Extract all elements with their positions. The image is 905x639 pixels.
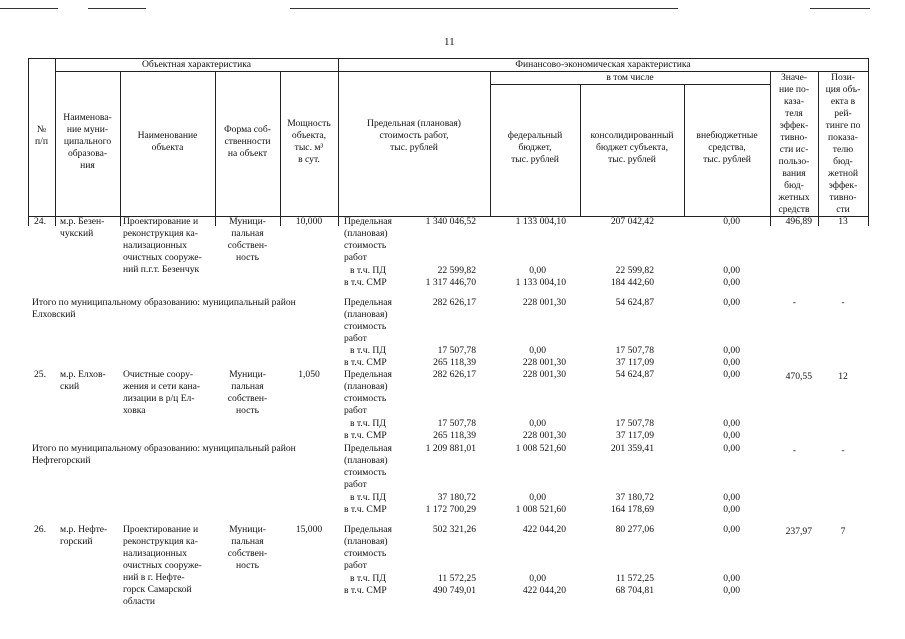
row-extra: 0,00 <box>723 524 740 535</box>
row-smr-consolidated: 184 442,60 <box>610 277 654 288</box>
table-border <box>490 84 770 85</box>
row-cost: 282 626,17 <box>432 297 476 308</box>
header-col-cost: Предельная (плановая) стоимость работ, тыс. рублей <box>367 118 461 153</box>
row-consolidated: 80 277,06 <box>615 524 654 535</box>
table-border <box>55 216 56 226</box>
row-ownership: Муници- пальная собствен- ность <box>227 216 268 263</box>
header-col-consolidated: консолидированный бюджет субъекта, тыс. рублей <box>590 130 674 165</box>
row-federal: 1 133 004,10 <box>515 216 566 227</box>
header-object-characteristic: Объектная характеристика <box>142 59 251 70</box>
cost-label: Предельная (плановая) стоимость работ <box>344 443 392 490</box>
row-rank: - <box>841 297 845 308</box>
row-pd-federal: 0,00 <box>529 345 546 356</box>
row-pd: 22 599,82 <box>437 265 476 276</box>
header-col-extra: внебюджетные средства, тыс. рублей <box>696 130 758 165</box>
row-pd-extra: 0,00 <box>723 418 740 429</box>
row-pd-federal: 0,00 <box>529 265 546 276</box>
row-pd-federal: 0,00 <box>529 573 546 584</box>
header-col-ownership: Форма соб- ственности на объект <box>224 124 271 159</box>
smr-label: в т.ч. СМР <box>344 277 387 288</box>
row-smr-consolidated: 37 117,09 <box>615 357 654 368</box>
row-consolidated: 207 042,42 <box>610 216 654 227</box>
row-smr-extra: 0,00 <box>723 585 740 596</box>
row-pd-consolidated: 17 507,78 <box>615 418 654 429</box>
header-col-rank: Пози- ция объ- екта в рей- тинге по показа- телю бюд- жетной эффек- тивно- сти <box>825 72 861 215</box>
row-pd-consolidated: 37 180,72 <box>615 492 654 503</box>
row-cost: 1 209 881,01 <box>425 443 476 454</box>
row-consolidated: 54 624,87 <box>615 297 654 308</box>
smr-label: в т.ч. СМР <box>344 585 387 596</box>
pd-label: в т.ч. ПД <box>350 345 386 356</box>
row-rank: 7 <box>840 526 846 537</box>
row-pd-consolidated: 17 507,78 <box>615 345 654 356</box>
header-col-num: № п/п <box>35 124 48 147</box>
row-pd-extra: 0,00 <box>723 573 740 584</box>
row-smr-extra: 0,00 <box>723 357 740 368</box>
row-pd-consolidated: 11 572,25 <box>615 573 654 584</box>
total-label: Итого по муниципальному образованию: муниципальный район Елховский <box>32 297 296 320</box>
row-smr: 265 118,39 <box>433 357 476 368</box>
row-smr-extra: 0,00 <box>723 504 740 515</box>
row-extra: 0,00 <box>723 216 740 227</box>
row-smr-federal: 1 133 004,10 <box>515 277 566 288</box>
row-rank: 13 <box>838 216 848 227</box>
row-ownership: Муници- пальная собствен- ность <box>227 369 268 416</box>
row-smr-federal: 228 001,30 <box>522 430 566 441</box>
smr-label: в т.ч. СМР <box>344 357 387 368</box>
cost-label: Предельная (плановая) стоимость работ <box>344 369 392 416</box>
row-smr-extra: 0,00 <box>723 277 740 288</box>
table-border <box>120 216 121 226</box>
row-extra: 0,00 <box>723 369 740 380</box>
total-label: Итого по муниципальному образованию: муниципальный район Нефтегорский <box>32 443 296 466</box>
header-col-capacity: Мощность объекта, тыс. м³ в сут. <box>287 118 331 165</box>
table-border <box>868 216 869 226</box>
top-rule <box>810 8 870 9</box>
row-smr-consolidated: 37 117,09 <box>615 430 654 441</box>
row-extra: 0,00 <box>723 443 740 454</box>
row-object: Проектирование и реконструкция ка- нализационных очистных сооруже- ний п.г.т. Безенчук <box>123 216 202 275</box>
page-number: 11 <box>444 36 455 48</box>
row-smr-federal: 422 044,20 <box>522 585 566 596</box>
row-extra: 0,00 <box>723 297 740 308</box>
cost-label: Предельная (плановая) стоимость работ <box>344 524 392 571</box>
row-pd: 11 572,25 <box>437 573 476 584</box>
row-smr: 265 118,39 <box>433 430 476 441</box>
row-pd-federal: 0,00 <box>529 492 546 503</box>
header-col-federal: федеральный бюджет, тыс. рублей <box>507 130 563 165</box>
row-pd-extra: 0,00 <box>723 265 740 276</box>
row-capacity: 10,000 <box>295 216 323 227</box>
smr-label: в т.ч. СМР <box>344 504 387 515</box>
row-consolidated: 201 359,41 <box>610 443 654 454</box>
row-pd-extra: 0,00 <box>723 492 740 503</box>
row-efficiency: 237,97 <box>785 526 812 537</box>
row-ownership: Муници- пальная собствен- ность <box>227 524 268 571</box>
row-smr-consolidated: 68 704,81 <box>615 585 654 596</box>
row-pd: 17 507,78 <box>437 345 476 356</box>
row-pd-consolidated: 22 599,82 <box>615 265 654 276</box>
row-object: Очистные соору- жения и сети кана- лизации в р/ц Ел- ховка <box>123 369 201 416</box>
header-col-object: Наименование объекта <box>137 130 198 153</box>
row-capacity: 15,000 <box>295 524 323 535</box>
top-rule <box>88 8 146 9</box>
row-efficiency: - <box>792 445 796 456</box>
row-municipality: м.р. Елхов- ский <box>60 369 106 392</box>
row-rank: - <box>841 445 845 456</box>
row-federal: 228 001,30 <box>522 297 566 308</box>
row-pd-extra: 0,00 <box>723 345 740 356</box>
row-object: Проектирование и реконструкция ка- нализационных очистных сооруже- ний в г. Нефте- горск Самарской области <box>123 524 202 607</box>
row-municipality: м.р. Нефте- горский <box>60 524 108 547</box>
row-number: 26. <box>34 524 46 535</box>
row-efficiency: - <box>792 297 796 308</box>
table-border <box>868 58 869 216</box>
row-capacity: 1,050 <box>298 369 320 380</box>
row-smr-federal: 228 001,30 <box>522 357 566 368</box>
smr-label: в т.ч. СМР <box>344 430 387 441</box>
top-rule <box>290 8 678 9</box>
row-cost: 282 626,17 <box>432 369 476 380</box>
row-efficiency: 496,89 <box>785 216 812 227</box>
row-smr: 490 749,01 <box>432 585 476 596</box>
row-smr-extra: 0,00 <box>723 430 740 441</box>
header-col-municipality: Наименова- ние муни- ципального образова- ния <box>63 112 112 171</box>
row-smr: 1 172 700,29 <box>425 504 476 515</box>
header-financial-characteristic: Финансово-экономическая характеристика <box>515 59 691 70</box>
row-municipality: м.р. Безен- чукский <box>60 216 105 239</box>
row-pd: 37 180,72 <box>437 492 476 503</box>
top-rule <box>0 8 58 9</box>
row-cost: 502 321,26 <box>432 524 476 535</box>
row-efficiency: 470,55 <box>785 371 812 382</box>
row-federal: 1 008 521,60 <box>515 443 566 454</box>
row-rank: 12 <box>838 371 848 382</box>
row-consolidated: 54 624,87 <box>615 369 654 380</box>
pd-label: в т.ч. ПД <box>350 265 386 276</box>
row-number: 24. <box>34 216 46 227</box>
table-border <box>28 216 29 226</box>
header-col-efficiency: Значе- ние по- каза- теля эффек- тивно- сти ис- пользо- вания бюд- жетных средств <box>778 72 810 215</box>
cost-label: Предельная (плановая) стоимость работ <box>344 297 392 344</box>
row-federal: 422 044,20 <box>522 524 566 535</box>
row-smr-consolidated: 164 178,69 <box>610 504 654 515</box>
header-in-that-number: в том числе <box>606 72 654 83</box>
pd-label: в т.ч. ПД <box>350 418 386 429</box>
row-smr-federal: 1 008 521,60 <box>515 504 566 515</box>
row-federal: 228 001,30 <box>522 369 566 380</box>
row-cost: 1 340 046,52 <box>425 216 476 227</box>
pd-label: в т.ч. ПД <box>350 573 386 584</box>
row-pd-federal: 0,00 <box>529 418 546 429</box>
row-number: 25. <box>34 369 46 380</box>
row-pd: 17 507,78 <box>437 418 476 429</box>
cost-label: Предельная (плановая) стоимость работ <box>344 216 392 263</box>
pd-label: в т.ч. ПД <box>350 492 386 503</box>
table-border <box>338 216 339 226</box>
row-smr: 1 317 446,70 <box>425 277 476 288</box>
